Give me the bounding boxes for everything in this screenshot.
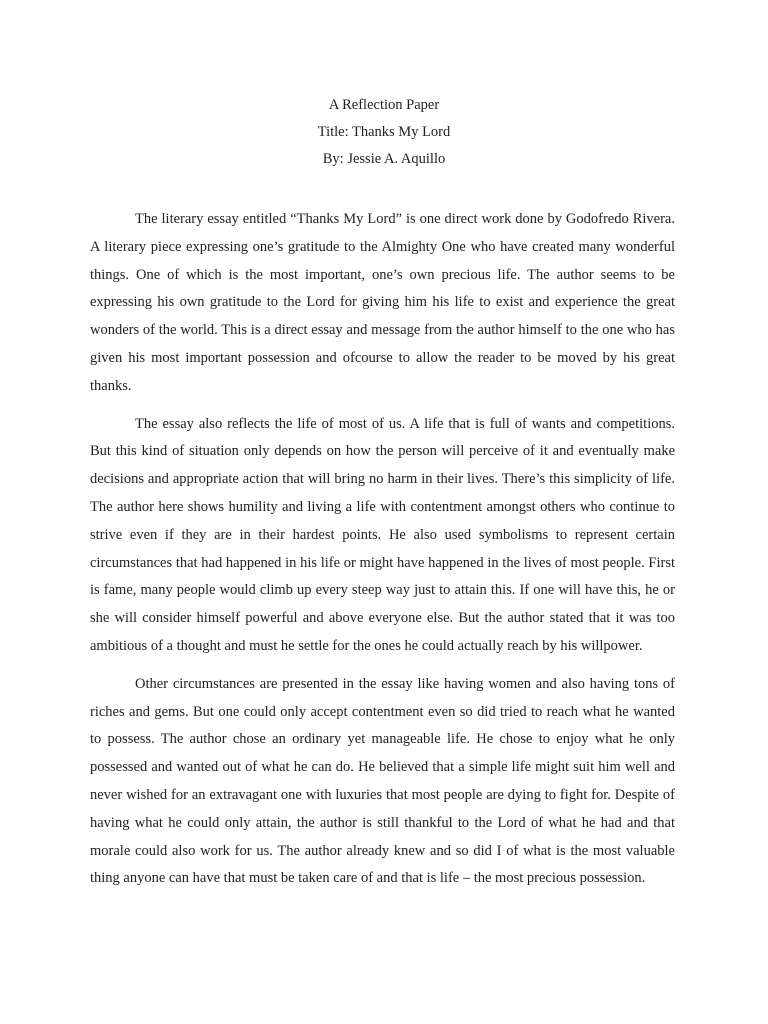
document-header: [0, 92, 768, 173]
paper-title: Title: Thanks My Lord: [317, 124, 451, 140]
paragraph-3: Other circumstances are presented in the essay like having women and also having tons of riches and gems. But one could only accept contentment even so did tried to reach what he wanted to possess. The author chose an ordinary yet manageable life. He chose to enjoy what he only possessed and wanted out of what he can do. He believed that a simple life might suit him well and never wished for an extravagant one with luxuries that most people are dying to fight for. Despite of having what he could only attain, the author is still thankful to the Lord of what he had and that morale could also work for us. The author already knew and so did I of what is the most valuable thing anyone can have that must be taken care of and that is life – the most precious possession.: [90, 675, 675, 887]
paper-type-heading: A Reflection Paper: [328, 97, 440, 113]
document-body: [90, 206, 675, 903]
paragraph-1: The literary essay entitled “Thanks My Lord” is one direct work done by Godofredo Rivera. A literary piece expressing one’s gratitude to the Almighty One who have created many wonderful things. One of which is the most important, one’s own precious life. The author seems to be expressing his own gratitude to the Lord for giving him his life to exist and experience the great wonders of the world. This is a direct essay and message from the author himself to the one who has given his most important possession and ofcourse to allow the reader to be moved by his great thanks.: [90, 211, 675, 394]
paragraph-2: The essay also reflects the life of most of us. A life that is full of wants and competitions. But this kind of situation only depends on how the person will perceive of it and eventually make decisions and appropriate action that will bring no harm in their lives. There’s this simplicity of life. The author here shows humility and living a life with contentment amongst others who continue to strive even if they are in their hardest points. He also used symbolisms to represent certain circumstances that had happened in his life or might have happened in the lives of most people. First is fame, many people would climb up every steep way just to attain this. If one will have this, he or she will consider himself powerful and above everyone else. But the author stated that it was too ambitious of a thought and must he settle for the ones he could actually reach by his willpower.: [90, 415, 675, 654]
paper-author: By: Jessie A. Aquillo: [322, 151, 446, 167]
